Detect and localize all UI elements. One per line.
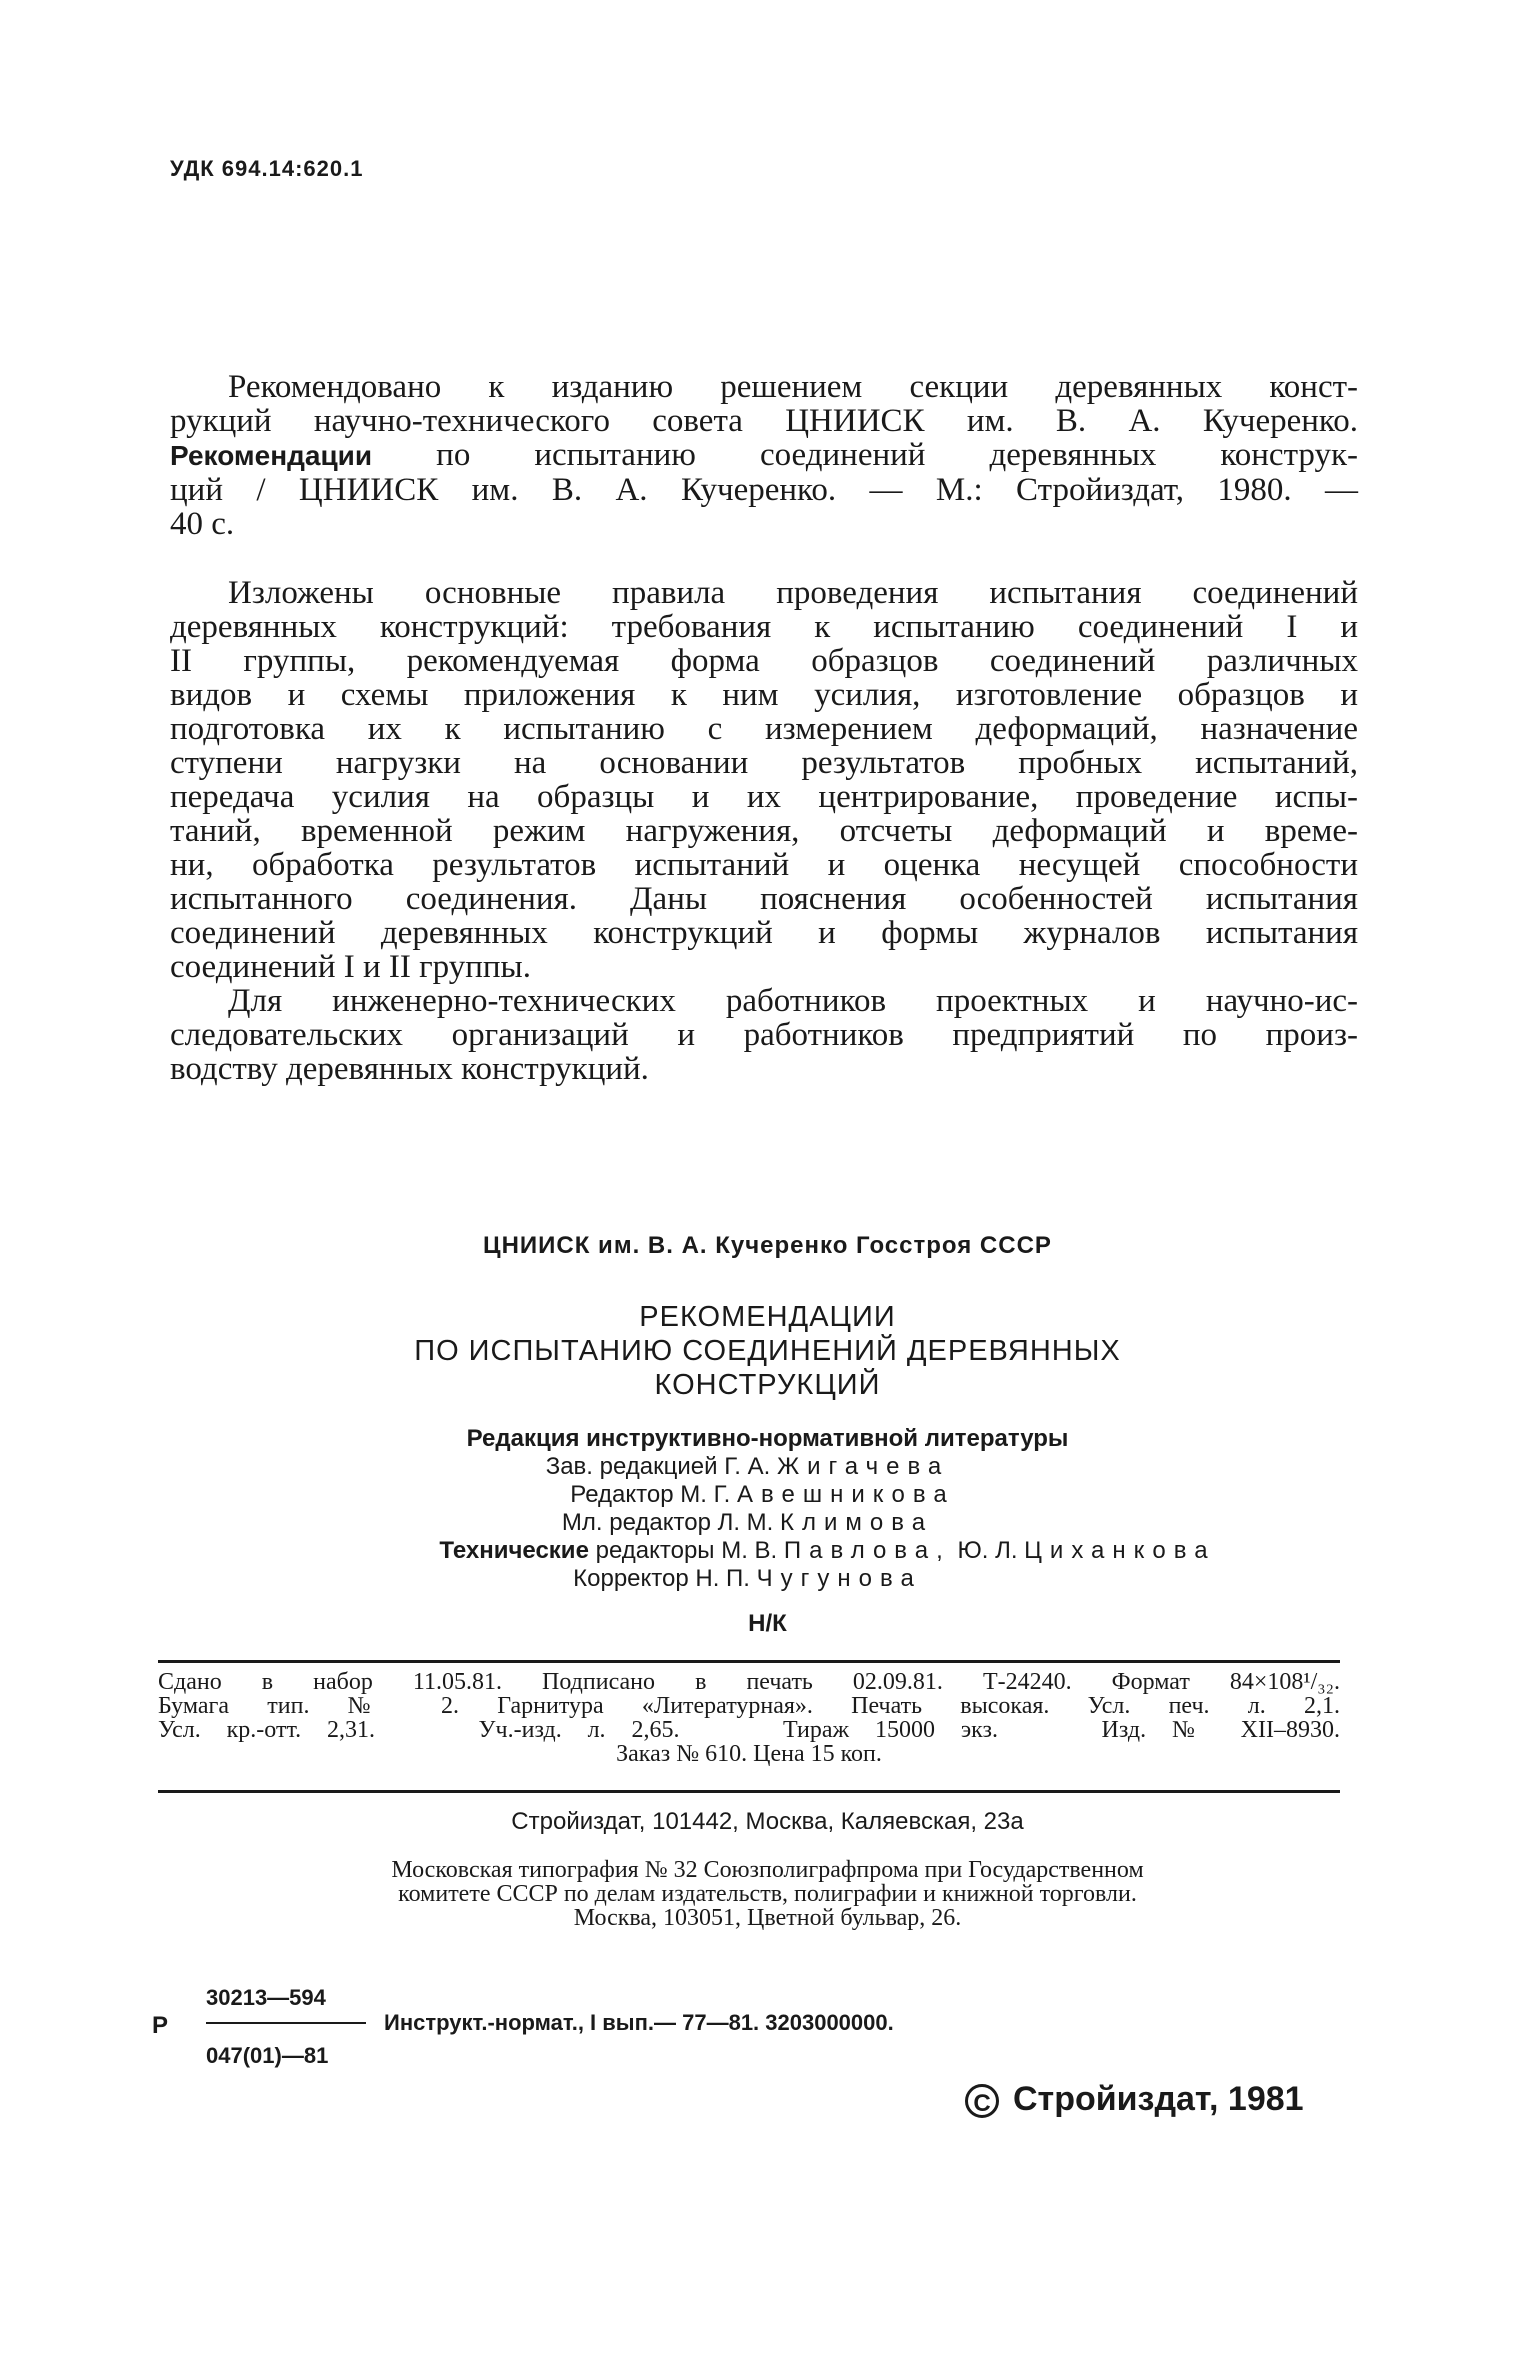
abstract-line: передача усилия на образцы и их центрирование, проведение испы- <box>170 779 1358 815</box>
staff-junior <box>0 1509 1535 1537</box>
abstract-line: видов и схемы приложения к ним усилия, изготовление образцов и <box>170 677 1358 713</box>
code-letter: Р <box>152 2012 169 2039</box>
staff-label: редакторы М. В. <box>588 1537 778 1564</box>
copyright <box>965 2080 1304 2119</box>
abstract-line: ни, обработка результатов испытаний и оценка несущей способности <box>170 847 1358 883</box>
abstract-line: подготовка их к испытанию с измерением деформаций, назначение <box>170 711 1358 747</box>
imprint-line: Заказ № 610. Цена 15 коп. <box>616 1741 882 1767</box>
staff-corrector <box>0 1565 1535 1593</box>
abstract-line: таний, временной режим нагружения, отсчеты деформаций и време- <box>170 813 1358 849</box>
hk-mark: Н/К <box>748 1610 787 1637</box>
staff-name: Павлова, <box>783 1537 951 1564</box>
printer-line: комитете СССР по делам издательств, полиграфии и книжной торговли. <box>398 1881 1137 1907</box>
abstract-line: деревянных конструкций: требования к испытанию соединений I и <box>170 609 1358 645</box>
staff-name: Климова <box>780 1509 934 1536</box>
staff-name: Авешникова <box>737 1481 955 1508</box>
staff-tech <box>120 1537 1535 1565</box>
citation-line <box>170 438 1358 473</box>
staff-label: Зав. редакцией Г. А. <box>545 1453 771 1480</box>
staff-name: Чугунова <box>756 1565 922 1592</box>
title-line: КОНСТРУКЦИЙ <box>654 1369 881 1401</box>
printer-info <box>0 1858 1535 1930</box>
imprint-line: Бумага тип. № 2. Гарнитура «Литературная». Печать высокая. Усл. печ. л. 2,1. <box>158 1693 1340 1719</box>
edition-name: Редакция инструктивно-нормативной литературы <box>466 1425 1069 1452</box>
staff-label-bold: Технические <box>439 1537 589 1564</box>
citation-bold: Рекомендации <box>170 440 373 471</box>
recommendation-block <box>170 369 1358 542</box>
imprint-line: Усл. кр.-отт. 2,31. Уч.-изд. л. 2,65. Тираж 15000 экз. Изд. № XII–8930. <box>158 1717 1340 1743</box>
divider-top <box>158 1660 1340 1663</box>
title-line: ПО ИСПЫТАНИЮ СОЕДИНЕНИЙ ДЕРЕВЯННЫХ <box>414 1335 1121 1367</box>
classification-code: Инструкт.-нормат., I вып.— 77—81. 3203000000. <box>384 2010 894 2035</box>
institution-name: ЦНИИСК им. В. А. Кучеренко Госстроя СССР <box>483 1232 1052 1259</box>
code-numerator: 30213—594 <box>206 1985 326 2010</box>
abstract-line: соединений деревянных конструкций и формы журналов испытания <box>170 915 1358 951</box>
staff-name: Жигачева <box>776 1453 950 1480</box>
citation-rest: по испытанию соединений деревянных конструк- <box>372 437 1358 473</box>
code-fraction-line <box>206 2022 366 2024</box>
udk-code: УДК 694.14:620.1 <box>170 156 364 181</box>
audience-line: следовательских организаций и работников предприятий по произ- <box>170 1017 1358 1053</box>
staff-name: Циханкова <box>1024 1537 1216 1564</box>
book-title <box>0 1300 1535 1402</box>
publisher-address: Стройиздат, 101442, Москва, Каляевская, 23а <box>511 1808 1024 1835</box>
abstract-block <box>170 576 1358 1086</box>
audience-line: водству деревянных конструкций. <box>170 1051 649 1087</box>
imprint-line: Сдано в набор 11.05.81. Подписано в печать 02.09.81. Т-24240. Формат 84×108¹/₃₂. <box>158 1669 1340 1695</box>
staff-head <box>0 1453 1535 1481</box>
title-line: РЕКОМЕНДАЦИИ <box>639 1301 896 1333</box>
printer-line: Москва, 103051, Цветной бульвар, 26. <box>573 1905 962 1931</box>
copyright-text: Стройиздат, 1981 <box>1013 2080 1304 2118</box>
copyright-icon: С <box>965 2084 999 2118</box>
editorial-staff <box>0 1425 1535 1593</box>
abstract-line: Изложены основные правила проведения испытания соединений <box>228 575 1358 611</box>
divider-bottom <box>158 1790 1340 1793</box>
citation-line: 40 с. <box>170 506 235 542</box>
code-denominator: 047(01)—81 <box>206 2043 329 2068</box>
abstract-line: испытанного соединения. Даны пояснения особенностей испытания <box>170 881 1358 917</box>
staff-editor <box>0 1481 1535 1509</box>
recommendation-line: рукций научно-технического совета ЦНИИСК им. В. А. Кучеренко. <box>170 403 1358 439</box>
abstract-line: ступени нагрузки на основании результатов пробных испытаний, <box>170 745 1358 781</box>
citation-line: ций / ЦНИИСК им. В. А. Кучеренко. — М.: Стройиздат, 1980. — <box>170 472 1358 508</box>
audience-line: Для инженерно-технических работников проектных и научно-ис- <box>228 983 1358 1019</box>
staff-label: Ю. Л. <box>957 1537 1018 1564</box>
staff-label: Корректор Н. П. <box>573 1565 750 1592</box>
abstract-line: соединений I и II группы. <box>170 949 531 985</box>
recommendation-line: Рекомендовано к изданию решением секции деревянных конст- <box>228 369 1358 405</box>
abstract-line: II группы, рекомендуемая форма образцов соединений различных <box>170 643 1358 679</box>
staff-label: Мл. редактор Л. М. <box>561 1509 774 1536</box>
staff-label: Редактор М. Г. <box>570 1481 731 1508</box>
printer-line: Московская типография № 32 Союзполиграфпрома при Государственном <box>391 1857 1144 1883</box>
imprint-block <box>158 1670 1340 1766</box>
